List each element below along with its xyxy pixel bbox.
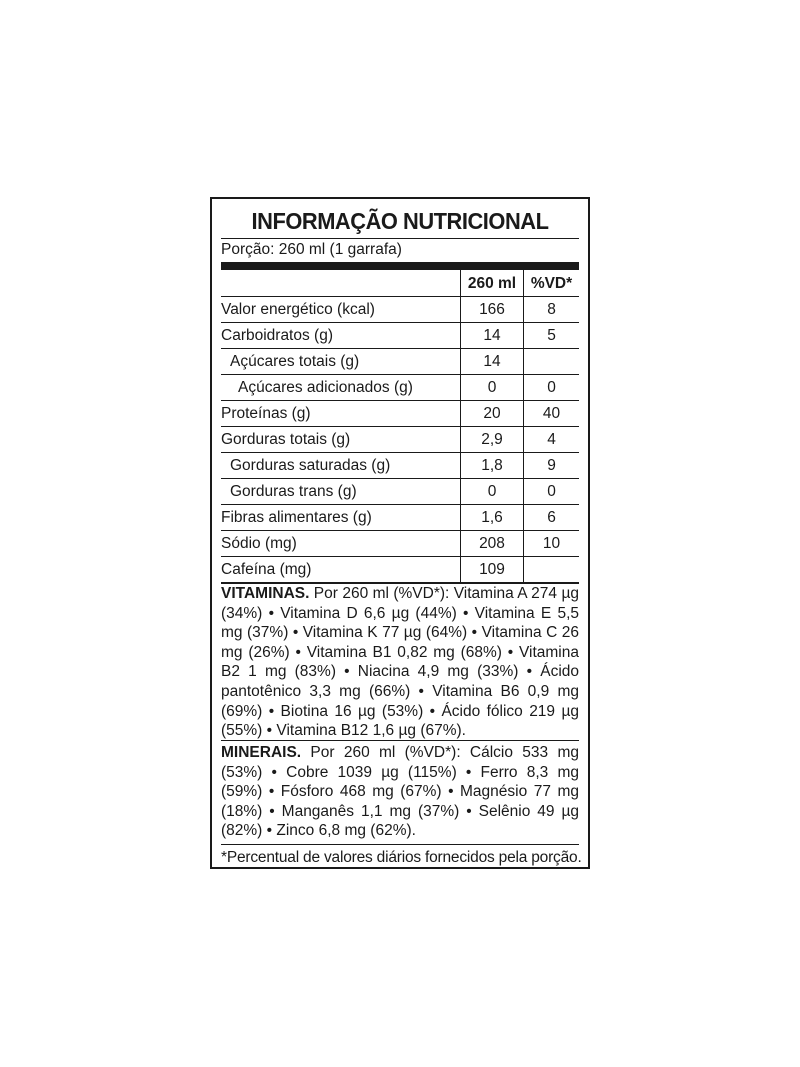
- nutrient-name: Valor energético (kcal): [221, 297, 461, 323]
- nutrient-amount: 2,9: [461, 427, 524, 453]
- nutrient-amount: 1,6: [461, 505, 524, 531]
- nutrient-name: Carboidratos (g): [221, 323, 461, 349]
- nutrient-amount: 166: [461, 297, 524, 323]
- nutrient-name: Fibras alimentares (g): [221, 505, 461, 531]
- nutrient-dv: 5: [524, 323, 580, 349]
- table-row: [221, 349, 579, 375]
- vitamins-heading: VITAMINAS.: [221, 585, 310, 602]
- thick-divider: [221, 262, 579, 270]
- vitamins-text: Por 260 ml (%VD*): Vitamina A 274 µg (34%) • Vitamina D 6,6 µg (44%) • Vitamina E 5,5 mg (37%) • Vitamina K 77 µg (64%) • Vitamina C 26 mg (26%) • Vitamina B1 0,82 mg (68%) • Vitamina B2 1 mg (83%) • Niacina 4,9 mg (33%) • Ácido pantotênico 3,3 mg (66%) • Vitamina B6 0,9 mg (69%) • Biotina 16 µg (53%) • Ácido fólico 219 µg (55%) • Vitamina B12 1,6 µg (67%).: [221, 585, 579, 740]
- table-row: [221, 557, 579, 584]
- table-row: [221, 375, 579, 401]
- nutrient-dv: 10: [524, 531, 580, 557]
- table-row: [221, 479, 579, 505]
- header-amount: 260 ml: [461, 270, 524, 297]
- nutrient-amount: 0: [461, 375, 524, 401]
- table-row: [221, 323, 579, 349]
- table-row: [221, 401, 579, 427]
- header-dv: %VD*: [524, 270, 580, 297]
- nutrient-name: Açúcares adicionados (g): [221, 375, 461, 401]
- portion-text: Porção: 260 ml (1 garrafa): [221, 241, 402, 258]
- vitamins-paragraph: [221, 584, 579, 741]
- label-title: INFORMAÇÃO NUTRICIONAL: [251, 208, 549, 234]
- table-header-row: [221, 270, 579, 297]
- nutrient-name: Gorduras trans (g): [221, 479, 461, 505]
- table-row: [221, 297, 579, 323]
- vitamins-divider: [221, 740, 579, 741]
- nutrient-dv: 4: [524, 427, 580, 453]
- table-row: [221, 453, 579, 479]
- nutrient-dv: [524, 557, 580, 584]
- nutrient-table: [221, 270, 579, 584]
- nutrient-amount: 20: [461, 401, 524, 427]
- minerals-heading: MINERAIS.: [221, 744, 302, 761]
- nutrient-dv: 0: [524, 375, 580, 401]
- nutrient-name: Gorduras saturadas (g): [221, 453, 461, 479]
- nutrient-amount: 208: [461, 531, 524, 557]
- minerals-paragraph: [221, 743, 579, 841]
- nutrient-amount: 109: [461, 557, 524, 584]
- nutrient-name: Açúcares totais (g): [221, 349, 461, 375]
- minerals-divider: [221, 844, 579, 845]
- nutrient-name: Gorduras totais (g): [221, 427, 461, 453]
- nutrient-amount: 1,8: [461, 453, 524, 479]
- nutrient-dv: 8: [524, 297, 580, 323]
- nutrient-name: Proteínas (g): [221, 401, 461, 427]
- nutrient-dv: 9: [524, 453, 580, 479]
- table-row: [221, 531, 579, 557]
- table-row: [221, 505, 579, 531]
- footnote: *Percentual de valores diários fornecidos pela porção.: [221, 849, 582, 866]
- minerals-text: Por 260 ml (%VD*): Cálcio 533 mg (53%) • Cobre 1039 µg (115%) • Ferro 8,3 mg (59%) • Fósforo 468 mg (67%) • Magnésio 77 mg (18%) • Manganês 1,1 mg (37%) • Selênio 49 µg (82%) • Zinco 6,8 mg (62%).: [221, 744, 579, 840]
- header-blank: [221, 270, 461, 297]
- nutrient-name: Sódio (mg): [221, 531, 461, 557]
- nutrient-amount: 14: [461, 323, 524, 349]
- table-row: [221, 427, 579, 453]
- nutrient-dv: 0: [524, 479, 580, 505]
- nutrient-dv: 40: [524, 401, 580, 427]
- nutrient-dv: [524, 349, 580, 375]
- nutrient-dv: 6: [524, 505, 580, 531]
- nutrient-name: Cafeína (mg): [221, 557, 461, 584]
- nutrient-amount: 0: [461, 479, 524, 505]
- label-content: [221, 199, 582, 867]
- nutrition-facts-label: [210, 197, 590, 869]
- nutrient-amount: 14: [461, 349, 524, 375]
